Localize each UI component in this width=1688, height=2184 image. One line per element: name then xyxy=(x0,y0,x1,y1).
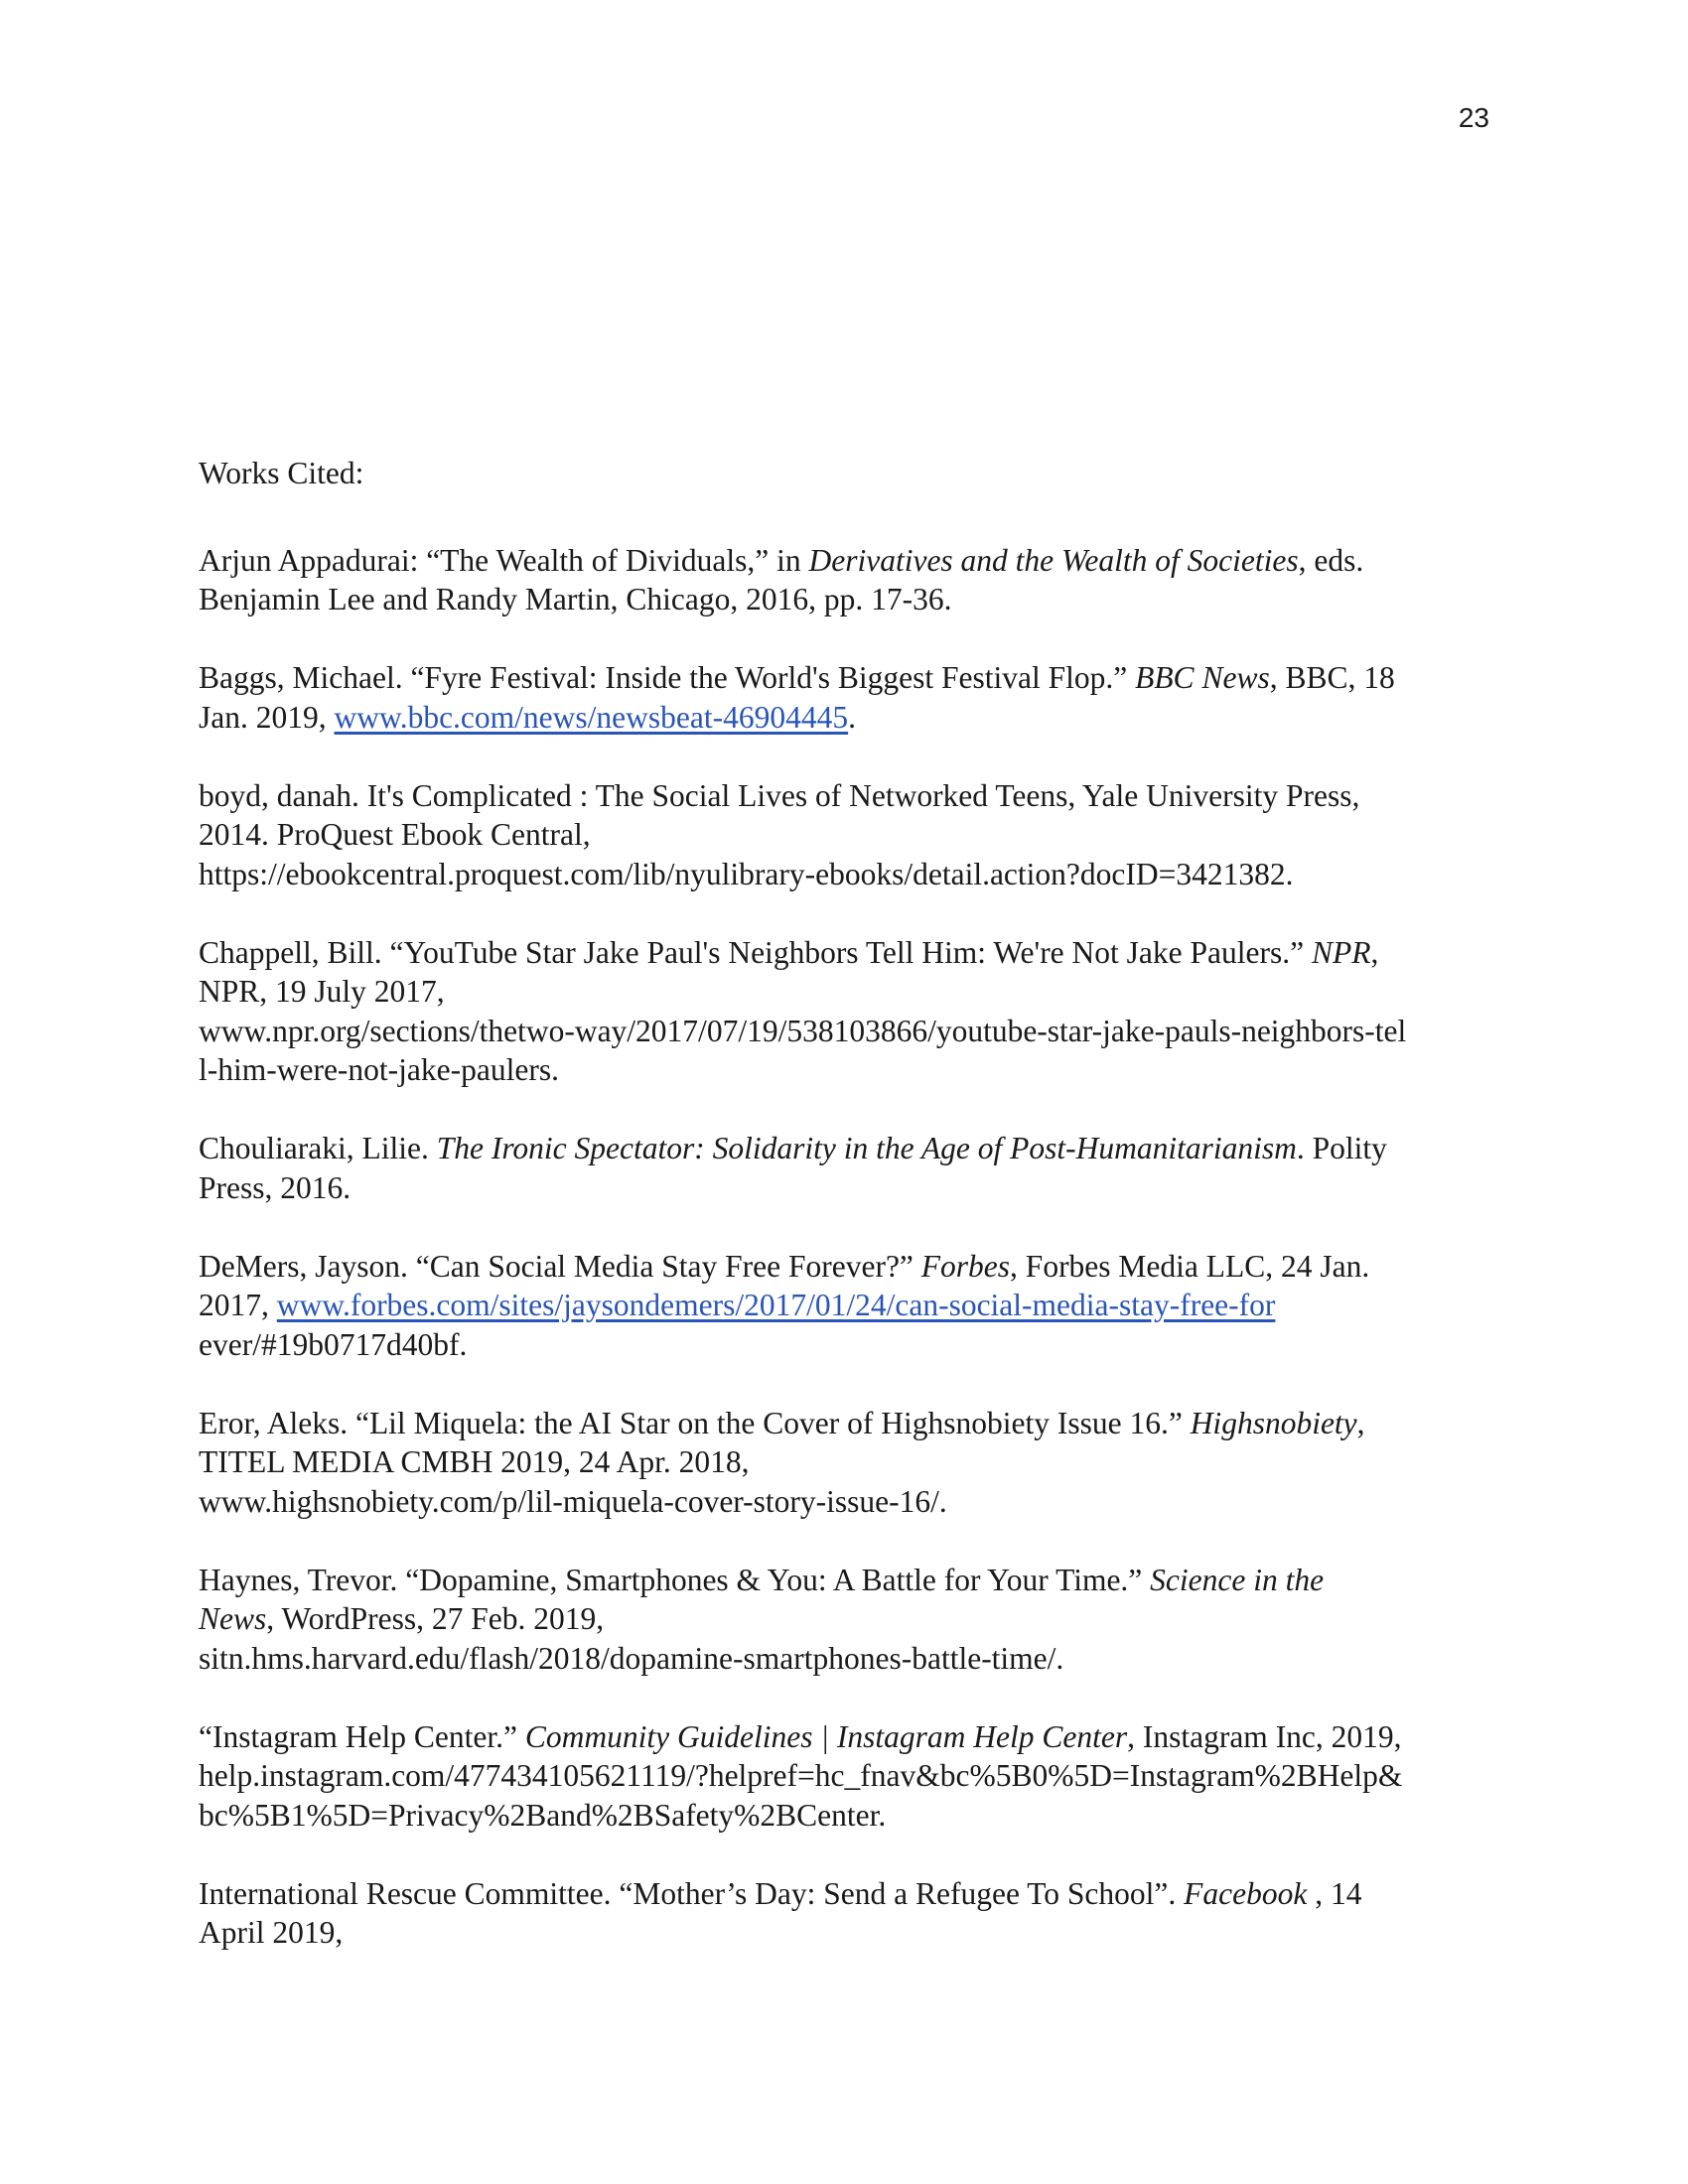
citation-url: ever/#19b0717d40bf. xyxy=(199,1326,468,1362)
citation-title: The Ironic Spectator: Solidarity in the Age of Post-Humanitarianism xyxy=(436,1131,1297,1165)
page-number: 23 xyxy=(1458,102,1489,133)
citation-entry xyxy=(199,658,1489,737)
citation-entry xyxy=(199,1874,1489,1953)
citation-line xyxy=(199,658,1489,698)
citation-line xyxy=(199,1599,1489,1639)
citation-line xyxy=(199,1247,1489,1287)
citation-title: BBC News xyxy=(1135,660,1270,695)
citation-text: , Instagram Inc, 2019, xyxy=(1127,1718,1402,1754)
citation-line: Press, 2016. xyxy=(199,1169,352,1205)
citation-text: Baggs, Michael. “Fyre Festival: Inside the World's Biggest Festival Flop.” xyxy=(199,660,1136,695)
citation-line: April 2019, xyxy=(199,1915,344,1950)
citation-text: 2017, xyxy=(199,1288,277,1322)
citation-line xyxy=(199,1717,1489,1757)
citation-entry xyxy=(199,1404,1489,1522)
citation-url: www.highsnobiety.com/p/lil-miquela-cover-story-issue-16/. xyxy=(199,1483,947,1519)
citation-title: Community Guidelines | Instagram Help Center xyxy=(524,1718,1128,1754)
citation-text: , WordPress, 27 Feb. 2019, xyxy=(266,1601,605,1636)
citation-line: Benjamin Lee and Randy Martin, Chicago, 2016, pp. 17-36. xyxy=(199,582,952,616)
forbes-article-link[interactable]: www.forbes.com/sites/jaysondemers/2017/01/24/can-social-media-stay-free-for xyxy=(276,1288,1276,1322)
citation-entry xyxy=(199,1129,1489,1207)
citation-entry xyxy=(199,1561,1489,1679)
citation-title: Forbes xyxy=(920,1248,1011,1284)
citation-text: , eds. xyxy=(1298,542,1364,578)
citation-text: , xyxy=(1370,934,1379,970)
citation-title: NPR xyxy=(1311,934,1371,970)
citation-line xyxy=(199,698,1489,738)
citation-url: www.npr.org/sections/thetwo-way/2017/07/19/538103866/youtube-star-jake-pauls-neighbors-tel xyxy=(199,1013,1407,1048)
citation-text: , 14 xyxy=(1307,1875,1362,1911)
citation-text: International Rescue Committee. “Mother’s Day: Send a Refugee To School”. xyxy=(199,1875,1185,1911)
citation-entry xyxy=(199,1717,1489,1836)
citation-line: boyd, danah. It's Complicated : The Social Lives of Networked Teens, Yale University Press, xyxy=(199,777,1360,813)
citation-text: DeMers, Jayson. “Can Social Media Stay Free Forever?” xyxy=(199,1248,921,1284)
citation-text: . xyxy=(848,699,856,735)
bbc-article-link[interactable]: www.bbc.com/news/newsbeat-46904445 xyxy=(334,699,849,735)
citation-text: Chappell, Bill. “YouTube Star Jake Paul's Neighbors Tell Him: We're Not Jake Paulers.” xyxy=(199,934,1312,970)
citation-url: sitn.hms.harvard.edu/flash/2018/dopamine-smartphones-battle-time/. xyxy=(199,1640,1064,1676)
citation-text: Jan. 2019, xyxy=(199,699,335,735)
citation-text: Haynes, Trevor. “Dopamine, Smartphones & You: A Battle for Your Time.” xyxy=(199,1562,1151,1597)
citation-title: News xyxy=(199,1601,267,1636)
citation-line: TITEL MEDIA CMBH 2019, 24 Apr. 2018, xyxy=(199,1444,750,1479)
citation-entry xyxy=(199,541,1489,619)
citation-line xyxy=(199,1129,1489,1168)
citation-text: Chouliaraki, Lilie. xyxy=(199,1131,437,1165)
citation-title: Highsnobiety xyxy=(1190,1405,1357,1440)
section-heading: Works Cited: xyxy=(199,456,364,490)
citation-url: bc%5B1%5D=Privacy%2Band%2BSafety%2BCenter. xyxy=(199,1797,887,1833)
citation-entry xyxy=(199,776,1489,894)
citation-line xyxy=(199,1404,1489,1443)
citation-text: Eror, Aleks. “Lil Miquela: the AI Star on the Cover of Highsnobiety Issue 16.” xyxy=(199,1405,1191,1440)
citation-url: l-him-were-not-jake-paulers. xyxy=(199,1052,559,1087)
works-cited-section xyxy=(199,454,1489,1991)
citation-line xyxy=(199,1874,1489,1914)
citation-text: , BBC, 18 xyxy=(1269,660,1395,695)
citation-line xyxy=(199,1561,1489,1600)
citation-text: , xyxy=(1356,1405,1365,1440)
citation-title: Facebook xyxy=(1184,1875,1308,1911)
citation-line: 2014. ProQuest Ebook Central, xyxy=(199,817,591,852)
citation-text: Arjun Appadurai: “The Wealth of Dividuals,” in xyxy=(199,542,809,578)
citation-url: https://ebookcentral.proquest.com/lib/nyulibrary-ebooks/detail.action?docID=3421382. xyxy=(199,856,1294,891)
citation-title: Derivatives and the Wealth of Societies xyxy=(808,542,1299,578)
citation-text: , Forbes Media LLC, 24 Jan. xyxy=(1010,1248,1370,1284)
citation-title: Science in the xyxy=(1150,1562,1325,1597)
citation-url: help.instagram.com/477434105621119/?helpref=hc_fnav&bc%5B0%5D=Instagram%2BHelp& xyxy=(199,1758,1403,1793)
citation-line: NPR, 19 July 2017, xyxy=(199,974,445,1009)
citation-text: “Instagram Help Center.” xyxy=(199,1718,525,1754)
citation-text: . Polity xyxy=(1296,1131,1387,1165)
citation-entry xyxy=(199,933,1489,1090)
citation-entry xyxy=(199,1247,1489,1365)
citation-line xyxy=(199,541,1489,581)
citation-line xyxy=(199,933,1489,973)
citation-line xyxy=(199,1286,1489,1325)
